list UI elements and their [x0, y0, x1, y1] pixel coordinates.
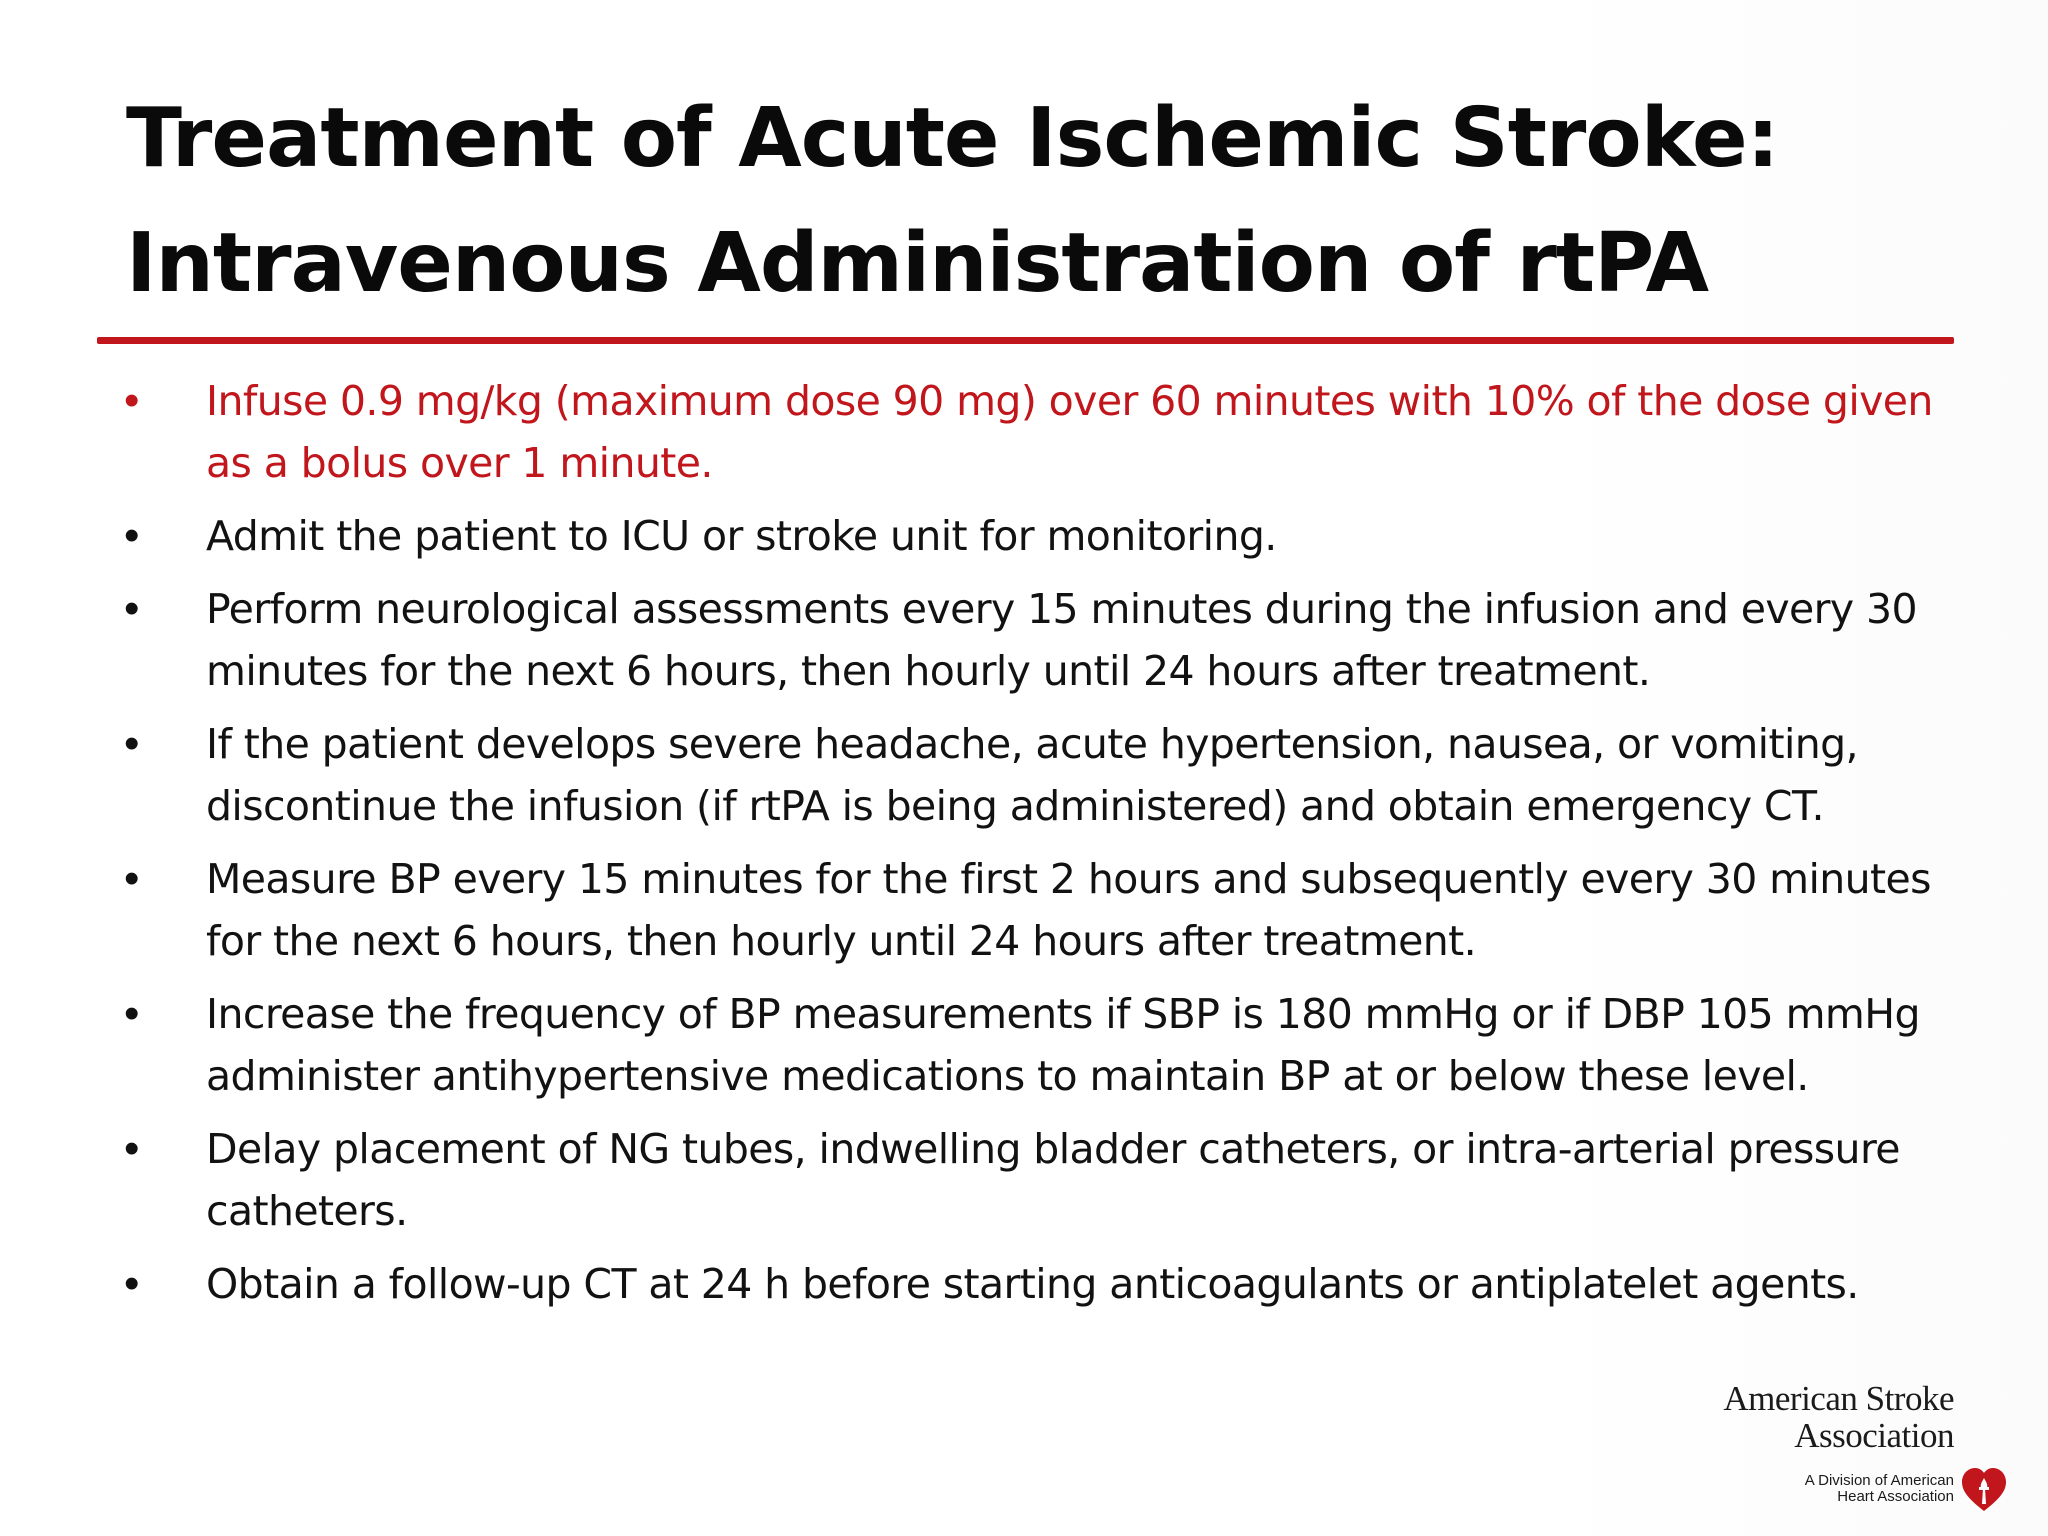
logo-tagline-line-1: A Division of American — [1804, 1472, 1954, 1489]
bullet-item — [120, 370, 1940, 494]
logo-wordmark — [1723, 1380, 1954, 1454]
heart-torch-icon — [1960, 1464, 2008, 1514]
logo-name-line-1: American Stroke — [1723, 1379, 1954, 1418]
bullet-text: Obtain a follow-up CT at 24 h before starting anticoagulants or antiplatelet agents. — [206, 1260, 1859, 1308]
bullet-marker: • — [124, 1124, 140, 1173]
bullet-marker: • — [124, 511, 140, 560]
bullet-item — [120, 713, 1940, 837]
american-stroke-association-logo — [1678, 1380, 2008, 1530]
bullet-list — [120, 370, 1940, 1326]
bullet-text: Infuse 0.9 mg/kg (maximum dose 90 mg) over 60 minutes with 10% of the dose given as a bolus over 1 minute. — [206, 377, 1933, 487]
bullet-text: Delay placement of NG tubes, indwelling bladder catheters, or intra-arterial pressure catheters. — [206, 1125, 1900, 1235]
logo-name-line-2: Association — [1794, 1416, 1954, 1455]
bullet-item — [120, 848, 1940, 972]
bullet-text: Increase the frequency of BP measurements if SBP is 180 mmHg or if DBP 105 mmHg administer antihypertensive medications to maintain BP at or below these level. — [206, 990, 1920, 1100]
bullet-text: Measure BP every 15 minutes for the first 2 hours and subsequently every 30 minutes for the next 6 hours, then hourly until 24 hours after treatment. — [206, 855, 1931, 965]
bullet-marker: • — [124, 989, 140, 1038]
bullet-item — [120, 1118, 1940, 1242]
title-line-1: Treatment of Acute Ischemic Stroke: — [126, 91, 1779, 186]
bullet-marker: • — [124, 719, 140, 768]
bullet-item — [120, 1253, 1940, 1315]
bullet-marker: • — [124, 376, 140, 425]
bullet-text: Perform neurological assessments every 15 minutes during the infusion and every 30 minutes for the next 6 hours, then hourly until 24 hours after treatment. — [206, 585, 1917, 695]
bullet-text: If the patient develops severe headache, acute hypertension, nausea, or vomiting, discontinue the infusion (if rtPA is being administered) and obtain emergency CT. — [206, 720, 1858, 830]
bullet-item — [120, 983, 1940, 1107]
slide-title — [126, 76, 1926, 326]
bullet-text: Admit the patient to ICU or stroke unit for monitoring. — [206, 512, 1277, 560]
title-divider — [97, 337, 1954, 344]
logo-tagline — [1805, 1473, 1954, 1505]
bullet-marker: • — [124, 584, 140, 633]
bullet-item — [120, 505, 1940, 567]
bullet-marker: • — [124, 1259, 140, 1308]
logo-tagline-line-2: Heart Association — [1837, 1488, 1954, 1505]
title-line-2: Intravenous Administration of rtPA — [126, 216, 1709, 311]
bullet-item — [120, 578, 1940, 702]
bullet-marker: • — [124, 854, 140, 903]
